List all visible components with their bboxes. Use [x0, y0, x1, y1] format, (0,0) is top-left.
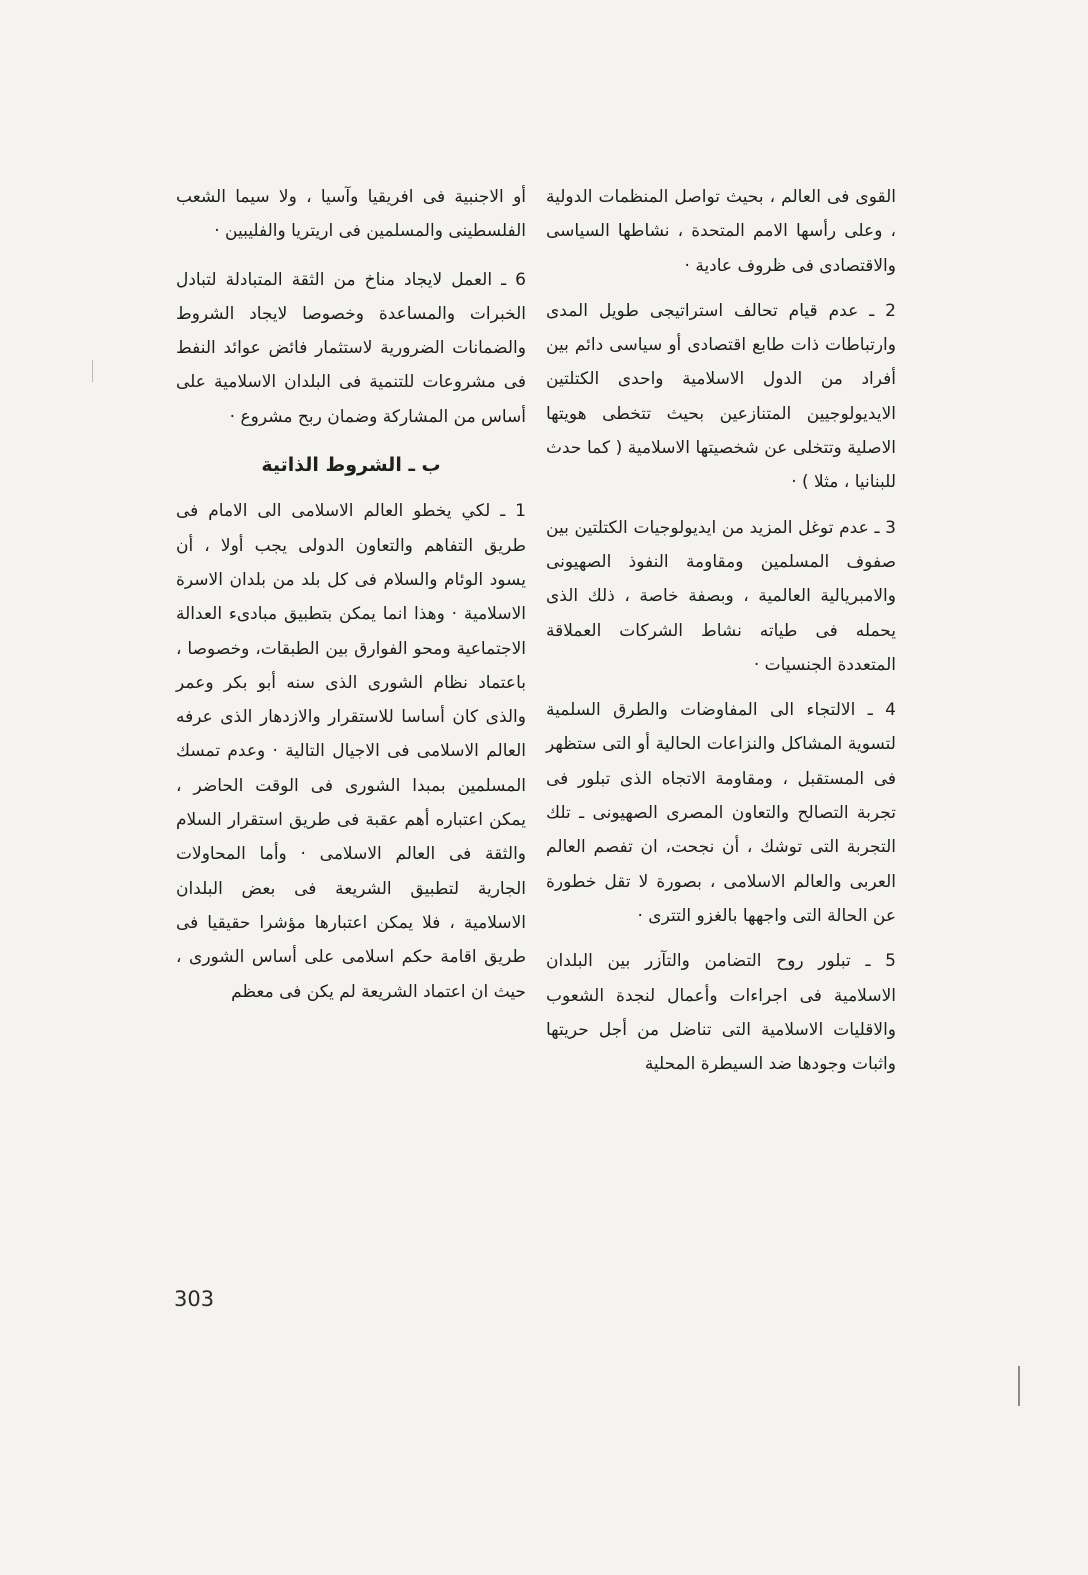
- right-paragraph-1: القوى فى العالم ، بحيث تواصل المنظمات الدولية ، وعلى رأسها الامم المتحدة ، نشاطها السياسى والاقتصادى فى ظروف عادية ·: [546, 187, 896, 276]
- left-paragraph-1: أو الاجنبية فى افريقيا وآسيا ، ولا سيما الشعب الفلسطينى والمسلمين فى اريتريا والفليبين ·: [176, 187, 526, 242]
- right-text-column: [546, 180, 896, 1092]
- right-paragraph-2: 2 ـ عدم قيام تحالف استراتيجى طويل المدى وارتباطات ذات طابع اقتصادى أو سياسى دائم بين أفراد من الدول الاسلامية واحدى الكتلتين الايديولوجيين المتنازعين بحيث تتخطى هويتها الاصلية وتتخلى عن شخصيتها الاسلامية ( كما حدث للبنانيا ، مثلا ) ·: [546, 300, 896, 493]
- left-paragraph-2: 6 ـ العمل لايجاد مناخ من الثقة المتبادلة لتبادل الخبرات والمساعدة وخصوصا لايجاد الشروط والضمانات الضرورية لاستثمار فائض عوائد النفط فى مشروعات للتنمية فى البلدان الاسلامية على أساس من المشاركة وضمان ربح مشروع ·: [176, 269, 526, 427]
- left-paragraph-3: 1 ـ لكي يخطو العالم الاسلامى الى الامام فى طريق التفاهم والتعاون الدولى يجب أولا ، أن يسود الوئام والسلام فى كل بلد من بلدان الاسرة الاسلامية · وهذا انما يمكن بتطبيق مبادىء العدالة الاجتماعية ومحو الفوارق بين الطبقات، وخصوصا ، باعتماد نظام الشورى الذى سنه أبو بكر وعمر والذى كان أساسا للاستقرار والازدهار الذى عرفه العالم الاسلامى فى الاجيال التالية · وعدم تمسك المسلمين بمبدا الشورى فى الوقت الحاضر ، يمكن اعتباره أهم عقبة فى طريق استقرار السلام والثقة فى العالم الاسلامى · وأما المحاولات الجارية لتطبيق الشريعة فى بعض البلدان الاسلامية ، فلا يمكن اعتبارها مؤشرا حقيقيا فى طريق اقامة حكم اسلامى على أساس الشورى ، حيث ان اعتماد الشريعة لم يكن فى معظم: [176, 501, 526, 1002]
- scan-artifact-mark: [92, 360, 93, 382]
- right-paragraph-3: 3 ـ عدم توغل المزيد من ايديولوجيات الكتلتين بين صفوف المسلمين ومقاومة النفوذ الصهيونى والامبريالية العالمية ، وبصفة خاصة ، ذلك الذى يحمله فى طياته نشاط الشركات العملاقة المتعددة الجنسيات ·: [546, 517, 896, 675]
- section-heading: ب ـ الشروط الذاتية: [261, 454, 441, 477]
- right-paragraph-4: 4 ـ الالتجاء الى المفاوضات والطرق السلمية لتسوية المشاكل والنزاعات الحالية أو التى ستظهر فى المستقبل ، ومقاومة الاتجاه الذى تبلور فى تجربة التصالح والتعاون المصرى الصهيونى ـ تلك التجربة التى توشك ، أن نجحت، ان تفصم العالم العربى والعالم الاسلامى ، بصورة لا تقل خطورة عن الحالة التى واجهها بالغزو التترى ·: [546, 700, 896, 926]
- page-number: 303: [174, 1287, 215, 1311]
- right-paragraph-5: 5 ـ تبلور روح التضامن والتآزر بين البلدان الاسلامية فى اجراءات وأعمال لنجدة الشعوب والاقليات الاسلامية التى تناضل من أجل حريتها واثبات وجودها ضد السيطرة المحلية: [546, 951, 896, 1075]
- scan-artifact-line: [1018, 1366, 1020, 1406]
- left-text-column: [176, 180, 526, 1023]
